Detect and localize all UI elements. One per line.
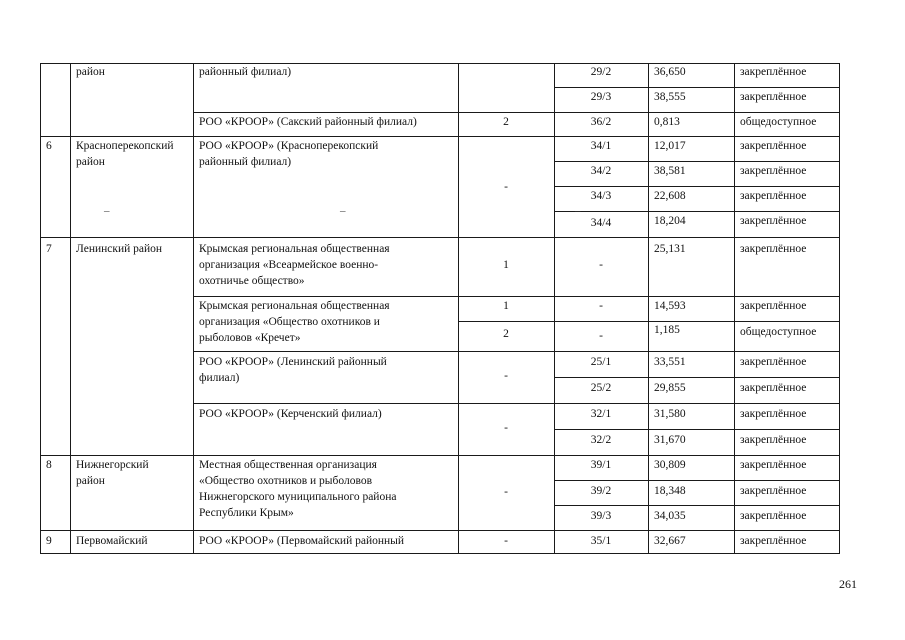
row-rule [458, 321, 840, 322]
area-value: 33,551 [654, 356, 686, 368]
scan-mark: – [805, 205, 811, 217]
count-cell: - [504, 370, 508, 382]
row-rule [554, 161, 840, 162]
status-value: закреплённое [740, 535, 807, 547]
row-rule [554, 211, 840, 212]
plot-number: 39/1 [590, 459, 612, 471]
count-cell: 1 [503, 259, 509, 271]
count-cell: 1 [503, 300, 509, 312]
status-value: закреплённое [740, 91, 807, 103]
org-cell: районный филиал) [199, 156, 292, 168]
status-value: закреплённое [740, 434, 807, 446]
plot-number: 32/1 [590, 408, 612, 420]
plot-number: 25/1 [590, 356, 612, 368]
status-value: закреплённое [740, 300, 807, 312]
status-value: общедоступное [740, 116, 817, 128]
plot-number: 39/3 [590, 510, 612, 522]
plot-number: 25/2 [590, 382, 612, 394]
area-value: 38,555 [654, 91, 686, 103]
area-value: 31,580 [654, 408, 686, 420]
status-value: закреплённое [740, 190, 807, 202]
area-value: 14,593 [654, 300, 686, 312]
org-cell: РОО «КРООР» (Сакский районный филиал) [199, 116, 417, 128]
area-value: 18,204 [654, 215, 686, 227]
table-right-border [839, 63, 840, 554]
org-cell: Республики Крым» [199, 507, 294, 519]
org-cell: Нижнегорского муниципального района [199, 491, 397, 503]
row-rule [193, 296, 840, 297]
count-cell: 2 [503, 328, 509, 340]
org-cell: организация «Общество охотников и [199, 316, 380, 328]
district-cell: Ленинский район [76, 243, 163, 255]
scan-mark: – [104, 205, 110, 217]
area-value: 38,581 [654, 165, 686, 177]
row-rule [193, 112, 840, 113]
count-cell: - [504, 181, 508, 193]
row-number: 6 [46, 140, 52, 152]
row-number: 8 [46, 459, 52, 471]
row-rule [193, 403, 840, 404]
plot-number: - [599, 300, 603, 312]
col-rule [40, 63, 41, 554]
scan-mark: – [340, 205, 346, 217]
area-value: 25,131 [654, 243, 686, 255]
org-cell: РОО «КРООР» (Керченский филиал) [199, 408, 382, 420]
row-rule [554, 87, 840, 88]
row-rule [40, 136, 840, 137]
district-cell: район [76, 66, 105, 78]
status-value: закреплённое [740, 243, 807, 255]
col-rule [70, 63, 71, 554]
area-value: 12,017 [654, 140, 686, 152]
org-cell: Крымская региональная общественная [199, 300, 390, 312]
area-value: 0,813 [654, 116, 680, 128]
org-cell: «Общество охотников и рыболовов [199, 475, 372, 487]
area-value: 36,650 [654, 66, 686, 78]
col-rule [193, 63, 194, 554]
plot-number: 34/1 [590, 140, 612, 152]
row-rule [40, 455, 840, 456]
col-rule [734, 63, 735, 554]
row-rule [554, 186, 840, 187]
status-value: закреплённое [740, 510, 807, 522]
area-value: 29,855 [654, 382, 686, 394]
org-cell: рыболовов «Кречет» [199, 332, 301, 344]
table-top-border [40, 63, 840, 64]
row-rule [554, 377, 840, 378]
plot-number: - [599, 259, 603, 271]
area-value: 22,608 [654, 190, 686, 202]
district-cell: Первомайский [76, 535, 148, 547]
org-cell: РОО «КРООР» (Красноперекопский [199, 140, 379, 152]
count-cell: - [504, 535, 508, 547]
count-cell: - [504, 422, 508, 434]
district-cell: район [76, 475, 105, 487]
plot-number: 34/2 [590, 165, 612, 177]
status-value: закреплённое [740, 66, 807, 78]
plot-number: 36/2 [590, 116, 612, 128]
row-rule [554, 429, 840, 430]
org-cell: районный филиал) [199, 66, 292, 78]
status-value: закреплённое [740, 485, 807, 497]
row-rule [193, 351, 840, 352]
row-rule [554, 505, 840, 506]
area-value: 31,670 [654, 434, 686, 446]
status-value: закреплённое [740, 382, 807, 394]
area-value: 30,809 [654, 459, 686, 471]
district-cell: Нижнегорский [76, 459, 149, 471]
status-value: закреплённое [740, 408, 807, 420]
org-cell: филиал) [199, 372, 240, 384]
plot-number: - [599, 330, 603, 342]
plot-number: 29/3 [590, 91, 612, 103]
count-cell: 2 [503, 116, 509, 128]
plot-number: 29/2 [590, 66, 612, 78]
plot-number: 34/4 [590, 217, 612, 229]
table-bottom-border [40, 553, 840, 554]
plot-number: 34/3 [590, 190, 612, 202]
status-value: закреплённое [740, 215, 807, 227]
row-rule [40, 237, 840, 238]
row-number: 7 [46, 243, 52, 255]
area-value: 18,348 [654, 485, 686, 497]
status-value: закреплённое [740, 140, 807, 152]
page-number: 261 [839, 577, 857, 591]
org-cell: организация «Всеармейское военно- [199, 259, 379, 271]
count-cell: - [504, 486, 508, 498]
status-value: общедоступное [740, 326, 817, 338]
status-value: закреплённое [740, 165, 807, 177]
district-cell: район [76, 156, 105, 168]
row-rule [554, 480, 840, 481]
area-value: 32,667 [654, 535, 686, 547]
org-cell: Местная общественная организация [199, 459, 377, 471]
org-cell: охотничье общество» [199, 275, 305, 287]
scan-mark: – [575, 205, 581, 217]
org-cell: РОО «КРООР» (Ленинский районный [199, 356, 387, 368]
org-cell: Крымская региональная общественная [199, 243, 390, 255]
row-rule [40, 530, 840, 531]
area-value: 34,035 [654, 510, 686, 522]
plot-number: 35/1 [590, 535, 612, 547]
status-value: закреплённое [740, 459, 807, 471]
plot-number: 39/2 [590, 485, 612, 497]
plot-number: 32/2 [590, 434, 612, 446]
district-cell: Красноперекопский [76, 140, 174, 152]
area-value: 1,185 [654, 324, 680, 336]
col-rule [648, 63, 649, 554]
status-value: закреплённое [740, 356, 807, 368]
row-number: 9 [46, 535, 52, 547]
org-cell: РОО «КРООР» (Первомайский районный [199, 535, 405, 547]
